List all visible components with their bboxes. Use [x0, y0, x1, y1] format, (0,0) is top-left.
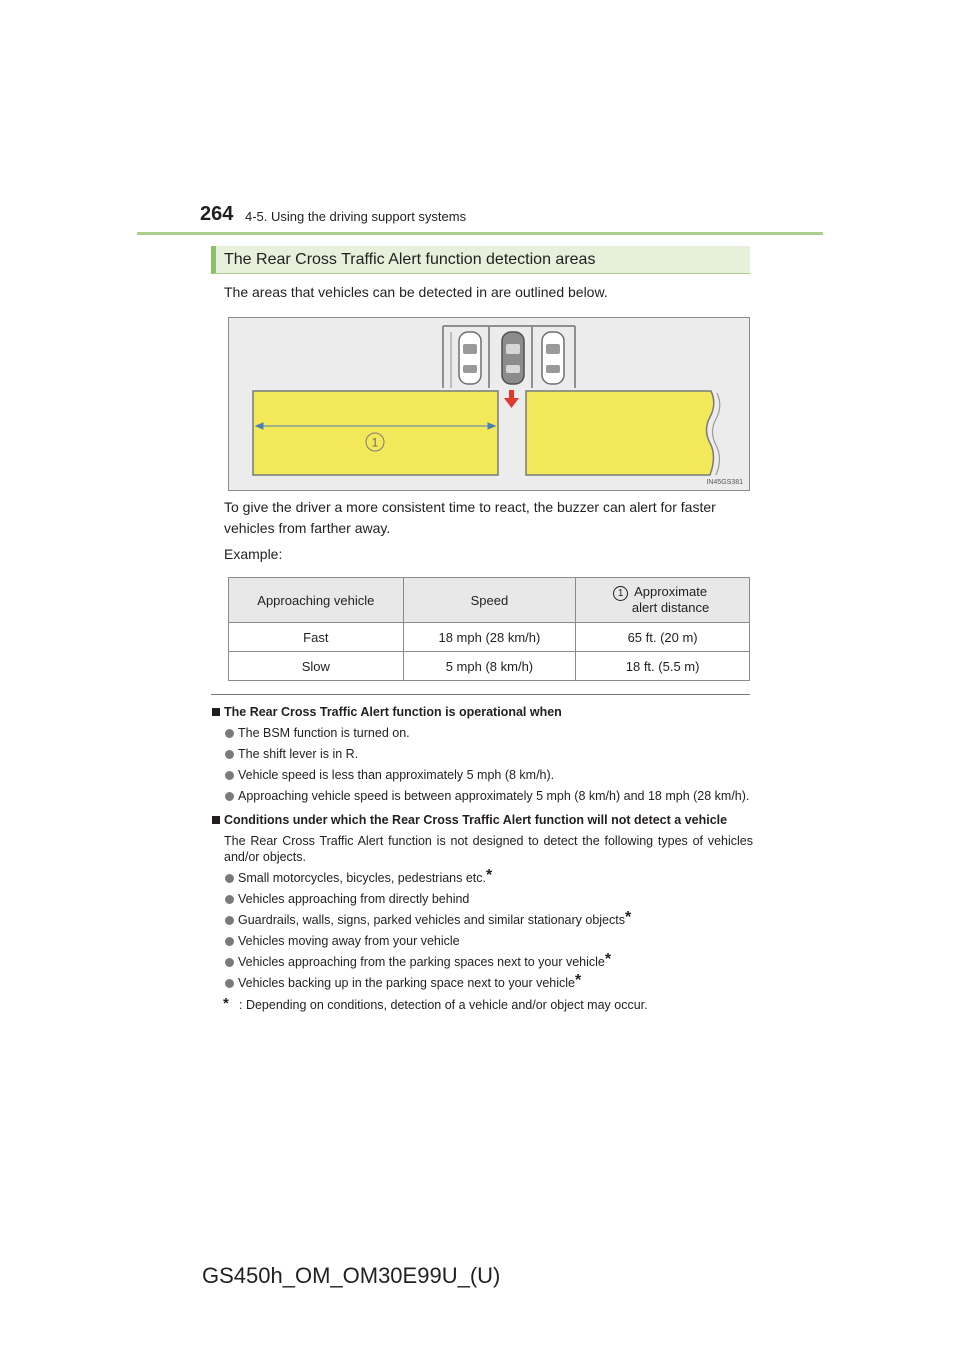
asterisk: * [624, 909, 632, 926]
table-cell: Slow [229, 652, 404, 681]
not-detect-paragraph: The Rear Cross Traffic Alert function is not designed to detect the following types of vehicles and/or objects. [224, 834, 753, 864]
list-item [211, 934, 753, 949]
list-item [211, 867, 753, 886]
own-car-icon [502, 332, 524, 384]
bullet-icon [225, 958, 234, 967]
figure-code: IN45GS381 [706, 479, 743, 486]
table-header-cell: Approaching vehicle [229, 578, 404, 623]
list-item-text: Vehicles moving away from your vehicle [238, 934, 460, 948]
list-item [211, 747, 753, 762]
detection-area-figure [228, 317, 750, 491]
not-detect-heading-text: Conditions under which the Rear Cross Traffic Alert function will not detect a vehicle [224, 813, 728, 827]
bullet-icon [225, 937, 234, 946]
section-rule [211, 694, 750, 695]
header-rule [137, 232, 823, 235]
asterisk: * [604, 951, 612, 968]
table-cell: 18 mph (28 km/h) [403, 623, 576, 652]
reverse-arrow-icon [504, 390, 519, 408]
bullet-icon [225, 874, 234, 883]
square-bullet-icon [212, 708, 220, 716]
square-bullet-icon [212, 816, 220, 824]
table-header-row [229, 578, 750, 623]
list-item [211, 951, 753, 970]
asterisk: * [575, 972, 582, 989]
table-cell: Fast [229, 623, 404, 652]
page-number: 264 [200, 203, 234, 225]
table-header-cell: Speed [403, 578, 576, 623]
intro-text: The areas that vehicles can be detected in are outlined below. [224, 284, 608, 300]
section-title: The Rear Cross Traffic Alert function detection areas [224, 251, 596, 268]
list-item [211, 726, 753, 741]
list-item [211, 972, 753, 991]
list-item [211, 892, 753, 907]
table-header-cell [576, 578, 750, 623]
bullet-icon [225, 979, 234, 988]
list-item-text: Vehicles approaching from directly behind [238, 892, 470, 906]
detection-area-diagram [229, 318, 751, 492]
list-item [211, 768, 753, 783]
alert-distance-table [228, 577, 750, 681]
bullet-icon [225, 916, 234, 925]
footnote [211, 997, 753, 1013]
table-cell: 5 mph (8 km/h) [403, 652, 576, 681]
list-item [211, 789, 753, 804]
operational-heading-text: The Rear Cross Traffic Alert function is operational when [224, 705, 562, 719]
alert-distance-header: Approximate alert distance [631, 584, 710, 615]
notes [211, 704, 753, 1013]
document-code: GS450h_OM_OM30E99U_(U) [202, 1263, 501, 1288]
list-item-text: Vehicles approaching from the parking spaces next to your vehicle [238, 955, 605, 969]
bullet-icon [225, 729, 234, 738]
list-item-text: The BSM function is turned on. [238, 726, 410, 740]
not-detect-heading [211, 812, 753, 828]
body-text: To give the driver a more consistent time to react, the buzzer can alert for faster vehicles from farther away. [224, 499, 716, 536]
parked-car-left-icon [459, 332, 481, 384]
bullet-icon [225, 771, 234, 780]
bullet-icon [225, 750, 234, 759]
list-item-text: Guardrails, walls, signs, parked vehicles and similar stationary objects [238, 913, 625, 927]
footnote-asterisk: * [223, 995, 229, 1012]
list-item-text: Approaching vehicle speed is between approximately 5 mph (8 km/h) and 18 mph (28 km/h). [238, 789, 750, 803]
marker-1-badge: 1 [613, 586, 628, 601]
bullet-icon [225, 792, 234, 801]
operational-heading [211, 704, 753, 720]
table-cell: 18 ft. (5.5 m) [576, 652, 750, 681]
table-cell: 65 ft. (20 m) [576, 623, 750, 652]
chapter-title: 4-5. Using the driving support systems [245, 209, 467, 224]
marker-1-label: 1 [371, 435, 379, 450]
bullet-icon [225, 895, 234, 904]
right-detection-area [526, 391, 714, 475]
table-row [229, 652, 750, 681]
footnote-text: : Depending on conditions, detection of a vehicle and/or object may occur. [239, 998, 648, 1012]
list-item-text: Vehicle speed is less than approximately 5 mph (8 km/h). [238, 768, 555, 782]
list-item-text: Vehicles backing up in the parking space next to your vehicle [238, 976, 576, 990]
list-item-text: The shift lever is in R. [238, 747, 359, 761]
parked-car-right-icon [542, 332, 564, 384]
example-label: Example: [224, 546, 283, 562]
list-item-text: Small motorcycles, bicycles, pedestrians etc. [238, 871, 487, 885]
asterisk: * [486, 867, 493, 884]
table-row [229, 623, 750, 652]
list-item [211, 909, 753, 928]
section-heading [211, 246, 750, 274]
